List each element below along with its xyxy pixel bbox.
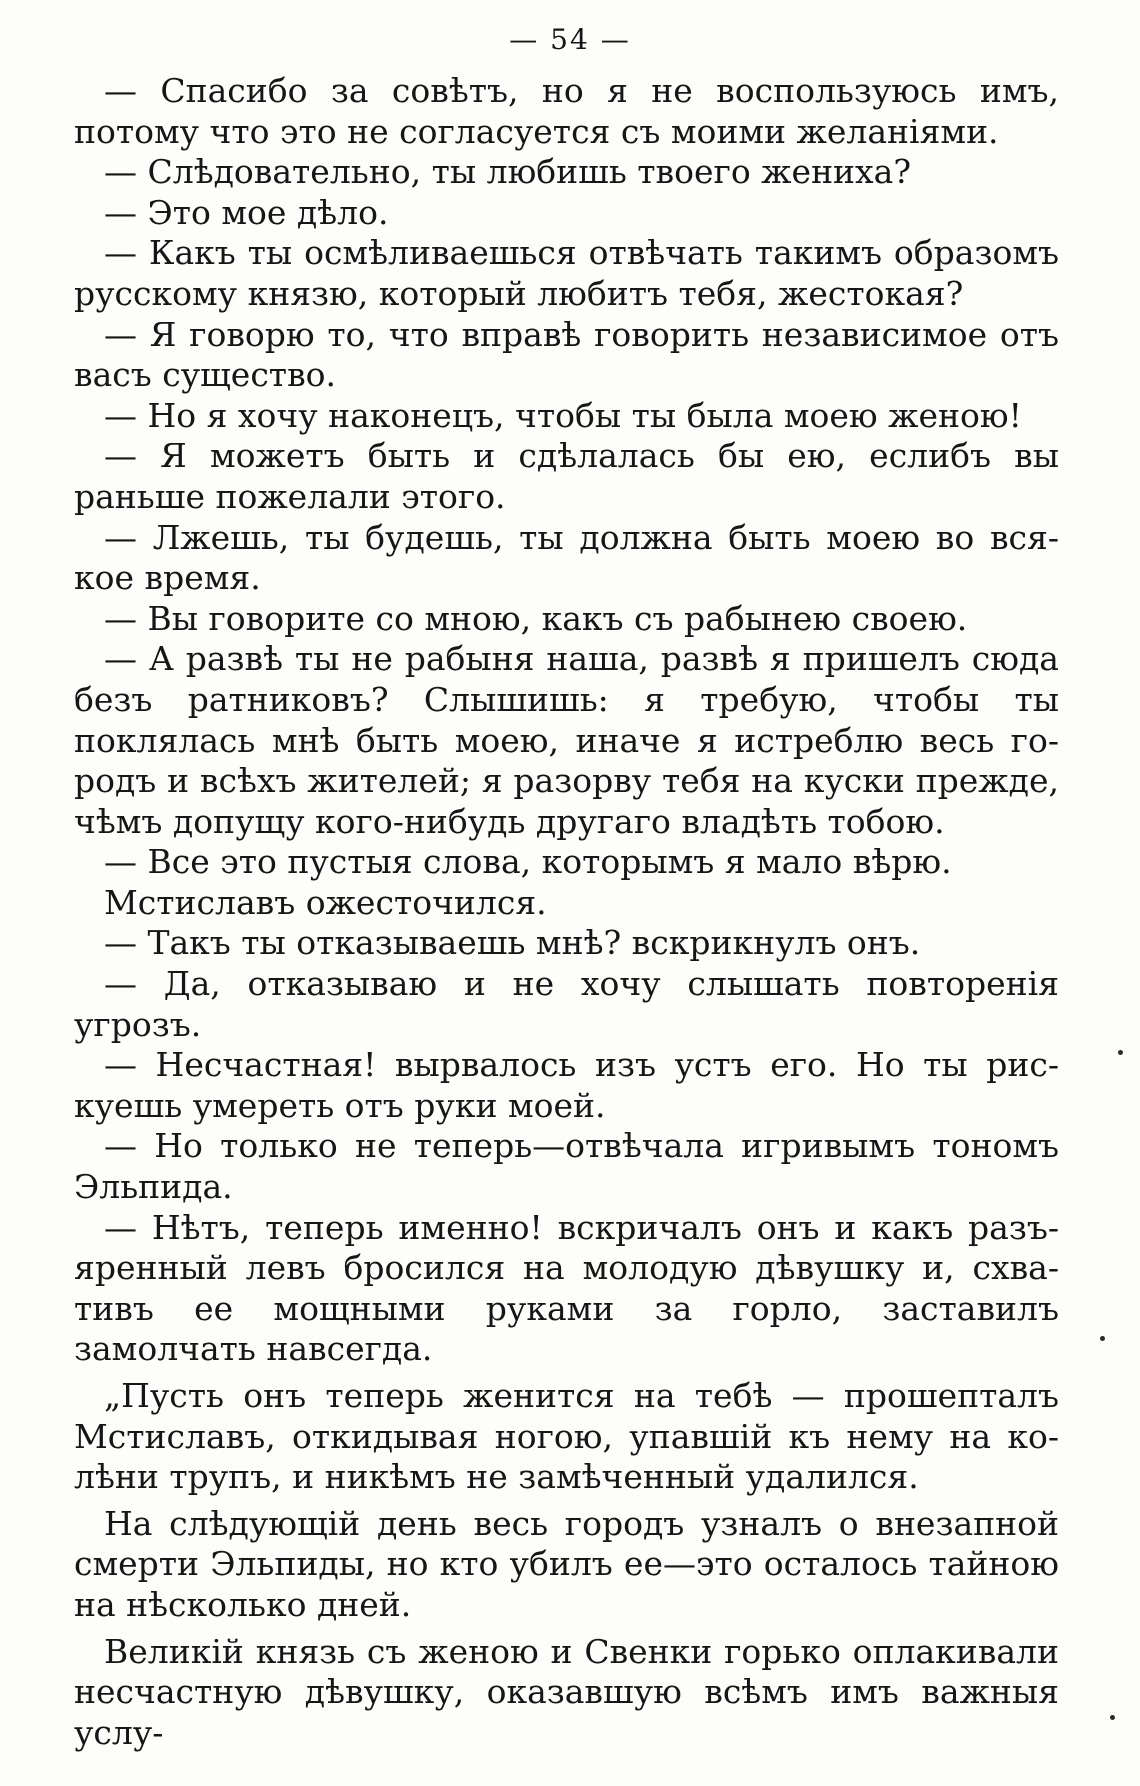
stray-ink-dot: [1118, 1050, 1123, 1055]
paragraph: Мстиславъ ожесточился.: [104, 882, 547, 922]
body-text: [74, 71, 1059, 1753]
paragraph: — Да, отказываю и не хочу слышать повторенія угрозъ.: [74, 964, 1059, 1044]
paragraph: — Вы говорите со мною, какъ съ рабынею своею.: [104, 598, 968, 638]
paragraph: „Пусть онъ теперь женится на тебѣ — прошепталъ Мстиславъ, откидывая ногою, упавшій къ нему на колѣни трупъ, и никѣмъ не замѣченный удалился.: [74, 1376, 1059, 1497]
paragraph: — Слѣдовательно, ты любишь твоего жениха?: [104, 152, 912, 192]
paragraph: — А развѣ ты не рабыня наша, развѣ я пришелъ сюда безъ ратниковъ? Слышишь: я требую, чтобы ты поклялась мнѣ быть моею, иначе я истреблю весь городъ и всѣхъ жителей; я разорву тебя на куски прежде, чѣмъ допущу кого-нибудь другаго владѣть тобою.: [74, 639, 1059, 841]
paragraph: — Я говорю то, что вправѣ говорить независимое отъ васъ существо.: [74, 314, 1059, 395]
paragraph: — Такъ ты отказываешь мнѣ? вскрикнулъ онъ.: [104, 923, 921, 963]
page-number: — 54 —: [509, 23, 631, 56]
paragraph: — Лжешь, ты будешь, ты должна быть моею во всякое время.: [74, 517, 1059, 598]
paragraph: — Несчастная! вырвалось изъ устъ его. Но ты рискуешь умереть отъ руки моей.: [74, 1045, 1059, 1125]
paragraph: — Я можетъ быть и сдѣлалась бы ею, еслибъ вы раньше пожелали этого.: [74, 436, 1059, 516]
paragraph: — Все это пустыя слова, которымъ я мало вѣрю.: [104, 842, 952, 882]
paragraph: — Нѣтъ, теперь именно! вскричалъ онъ и какъ разъяренный левъ бросился на молодую дѣвушку и, схвативъ ее мощными руками за горло, заставилъ замолчать навсегда.: [74, 1207, 1059, 1369]
paragraph: — Но только не теперь—отвѣчала игривымъ тономъ Эльпида.: [74, 1126, 1059, 1207]
paragraph: Великій князь съ женою и Свенки горько оплакивали несчастную дѣвушку, оказавшую всѣмъ имъ важныя услу-: [74, 1631, 1059, 1752]
stray-ink-dot: [1100, 1336, 1105, 1341]
paragraph: — Но я хочу наконецъ, чтобы ты была моею женою!: [104, 395, 1022, 435]
stray-ink-dot: [1110, 1715, 1115, 1720]
paragraph: — Какъ ты осмѣливаешься отвѣчать такимъ образомъ русскому князю, который любитъ тебя, жестокая?: [74, 233, 1059, 313]
paragraph: — Это мое дѣло.: [104, 192, 389, 232]
paragraph: На слѣдующій день весь городъ узналъ о внезапной смерти Эльпиды, но кто убилъ ее—это осталось тайною на нѣсколько дней.: [74, 1503, 1059, 1624]
paragraph: — Спасибо за совѣтъ, но я не воспользуюсь имъ, потому что это не согласуется съ моими желаніями.: [74, 71, 1059, 151]
